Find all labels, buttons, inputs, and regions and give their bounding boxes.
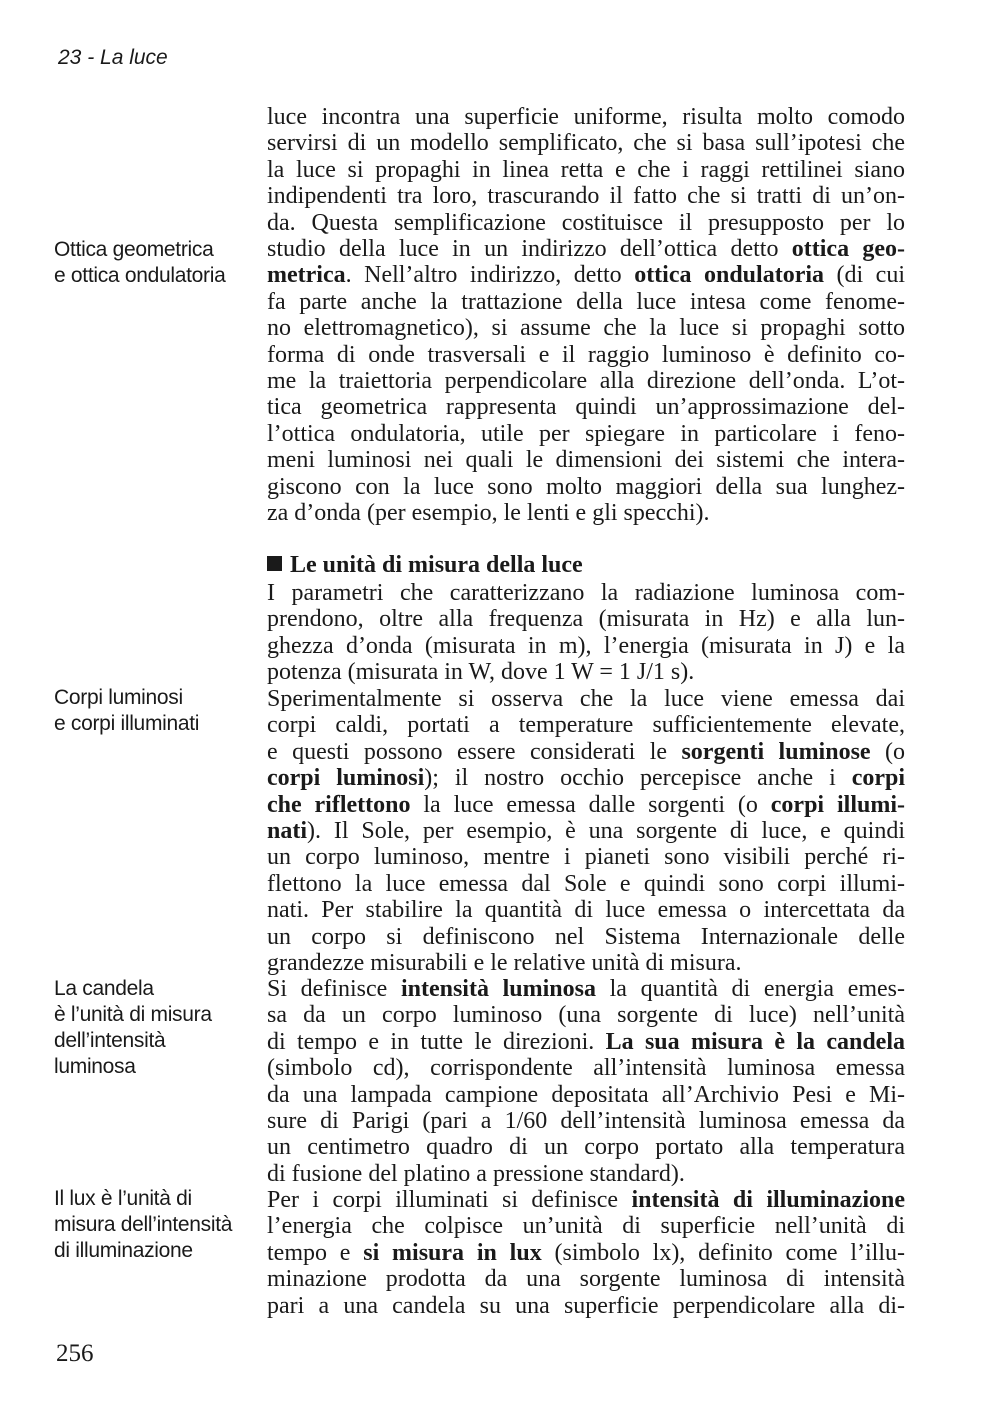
text-line: nati). Il Sole, per esempio, è una sorgente di luce, e quindi xyxy=(267,818,905,845)
term-ottica-geometrica: ottica geo- xyxy=(791,236,905,263)
running-head: 23 - La luce xyxy=(58,46,168,69)
margin-note-line: Ottica geometrica xyxy=(54,238,214,261)
text-line: tica geometrica rappresenta quindi un’approssimazione del- xyxy=(267,394,905,421)
text-line: corpi caldi, portati a temperature sufficientemente elevate, xyxy=(267,712,905,739)
margin-note-line: La candela xyxy=(54,977,154,1000)
margin-note-line: dell’intensità xyxy=(54,1029,166,1052)
text-line: di tempo e in tutte le direzioni. La sua misura è la candela xyxy=(267,1028,905,1055)
text-line: indipendenti tra loro, trascurando il fatto che si tratti di un’on- xyxy=(267,183,905,210)
text-line: ghezza d’onda (misurata in m), l’energia (misurata in J) e la xyxy=(267,632,905,659)
text-line: un corpo luminoso, mentre i pianeti sono visibili perché ri- xyxy=(267,844,905,871)
text-line: fa parte anche la trattazione della luce intesa come fenome- xyxy=(267,288,905,315)
text-line: forma di onde trasversali e il raggio luminoso è definito co- xyxy=(267,341,905,368)
margin-note-line: misura dell’intensità xyxy=(54,1213,233,1236)
section-heading xyxy=(267,552,583,579)
text-line: metrica. Nell’altro indirizzo, detto ottica ondulatoria (di cui xyxy=(267,262,905,289)
text-line: l’energia che colpisce un’unità di superficie nell’unità di xyxy=(267,1213,905,1240)
text-line: un centimetro quadro di un corpo portato alla temperatura xyxy=(267,1134,905,1161)
margin-note-ottica xyxy=(54,237,254,289)
term-ottica-ondulatoria: ottica ondulatoria xyxy=(634,262,825,289)
text-line: la luce si propaghi in linea retta e che i raggi rettilinei siano xyxy=(267,156,905,183)
text-line: tempo e si misura in lux (simbolo lx), definito come l’illu- xyxy=(267,1239,905,1266)
text-line: potenza (misurata in W, dove 1 W = 1 J/1 s). xyxy=(267,659,695,686)
text-line: l’ottica ondulatoria, utile per spiegare in particolare i feno- xyxy=(267,420,905,447)
text-line: prendono, oltre alla frequenza (misurata in Hz) e alla lun- xyxy=(267,606,905,633)
margin-note-line: Corpi luminosi xyxy=(54,686,183,709)
section-title: Le unità di misura della luce xyxy=(290,552,583,578)
paragraph-corpi xyxy=(267,686,905,976)
term-intensita-illuminazione: intensità di illuminazione xyxy=(631,1187,905,1213)
margin-note-candela xyxy=(54,976,254,1080)
paragraph-ottica xyxy=(267,104,905,527)
text-line: di fusione del platino a pressione standard). xyxy=(267,1160,685,1187)
text-line: servirsi di un modello semplificato, che si basa sull’ipotesi che xyxy=(267,130,905,157)
margin-note-line: e ottica ondulatoria xyxy=(54,264,226,287)
text-line: studio della luce in un indirizzo dell’ottica detto ottica geo- xyxy=(267,236,905,263)
text-line: da una lampada campione depositata all’Archivio Pesi e Mi- xyxy=(267,1081,905,1108)
paragraph-parametri xyxy=(267,580,905,686)
text-line: Sperimentalmente si osserva che la luce viene emessa dai xyxy=(267,686,905,712)
term-candela: La sua misura è la candela xyxy=(605,1028,905,1055)
text-line: Per i corpi illuminati si definisce intensità di illuminazione xyxy=(267,1187,905,1213)
text-line: flettono la luce emessa dal Sole e quindi sono corpi illumi- xyxy=(267,870,905,897)
margin-note-line: Il lux è l’unità di xyxy=(54,1187,192,1210)
text-line: che riflettono la luce emessa dalle sorgenti (o corpi illumi- xyxy=(267,791,905,818)
text-line: nati. Per stabilire la quantità di luce emessa o intercettata da xyxy=(267,897,905,924)
text-line: sure di Parigi (pari a 1/60 dell’intensità luminosa emessa da xyxy=(267,1108,905,1135)
margin-note-line: luminosa xyxy=(54,1055,136,1078)
square-bullet-icon xyxy=(267,556,282,571)
text-line: da. Questa semplificazione costituisce il presupposto per lo xyxy=(267,209,905,236)
margin-note-line: e corpi illuminati xyxy=(54,712,200,735)
term-intensita-luminosa: intensità luminosa xyxy=(400,976,596,1002)
margin-note-line: di illuminazione xyxy=(54,1239,193,1262)
text-line: corpi luminosi); il nostro occhio percepisce anche i corpi xyxy=(267,765,906,792)
term-corpi: corpi xyxy=(851,765,906,792)
text-line: luce incontra una superficie uniforme, risulta molto comodo xyxy=(267,104,905,130)
text-line: minazione prodotta da una sorgente luminosa di intensità xyxy=(267,1266,905,1293)
text-line: grandezze misurabili e le relative unità di misura. xyxy=(267,950,742,977)
paragraph-candela xyxy=(267,976,905,1187)
paragraph-lux xyxy=(267,1187,905,1319)
text-line: za d’onda (per esempio, le lenti e gli specchi). xyxy=(267,500,710,527)
term-corpi-illuminati-cont: nati xyxy=(267,818,308,845)
term-corpi-luminosi: corpi luminosi xyxy=(267,765,425,792)
term-sorgenti-luminose: sorgenti luminose xyxy=(681,738,871,765)
text-line: no elettromagnetico), si assume che la luce si propaghi sotto xyxy=(267,315,905,342)
text-line: meni luminosi nei quali le dimensioni dei sistemi che intera- xyxy=(267,447,905,474)
term-che-riflettono: che riflettono xyxy=(267,791,411,818)
text-line: I parametri che caratterizzano la radiazione luminosa com- xyxy=(267,580,905,606)
term-ottica-geometrica-cont: metrica xyxy=(267,262,346,289)
text-line: Si definisce intensità luminosa la quantità di energia emes- xyxy=(267,976,905,1002)
text-line: sa da un corpo luminoso (una sorgente di luce) nell’unità xyxy=(267,1002,905,1029)
text-line: (simbolo cd), corrispondente all’intensità luminosa emessa xyxy=(267,1055,905,1082)
margin-note-corpi xyxy=(54,685,254,737)
term-lux: si misura in lux xyxy=(363,1239,542,1266)
text-line: me la traiettoria perpendicolare alla direzione dell’onda. L’ot- xyxy=(267,368,905,395)
page-number: 256 xyxy=(56,1340,94,1367)
text-line: pari a una candela su una superficie perpendicolare alla di- xyxy=(267,1292,905,1319)
text-line: e questi possono essere considerati le sorgenti luminose (o xyxy=(267,738,905,765)
margin-note-line: è l’unità di misura xyxy=(54,1003,212,1026)
text-line: giscono con la luce sono molto maggiori della sua lunghez- xyxy=(267,473,905,500)
margin-note-lux xyxy=(54,1186,254,1264)
term-corpi-illuminati: corpi illumi- xyxy=(770,791,905,818)
text-line: un corpo si definiscono nel Sistema Internazionale delle xyxy=(267,923,905,950)
